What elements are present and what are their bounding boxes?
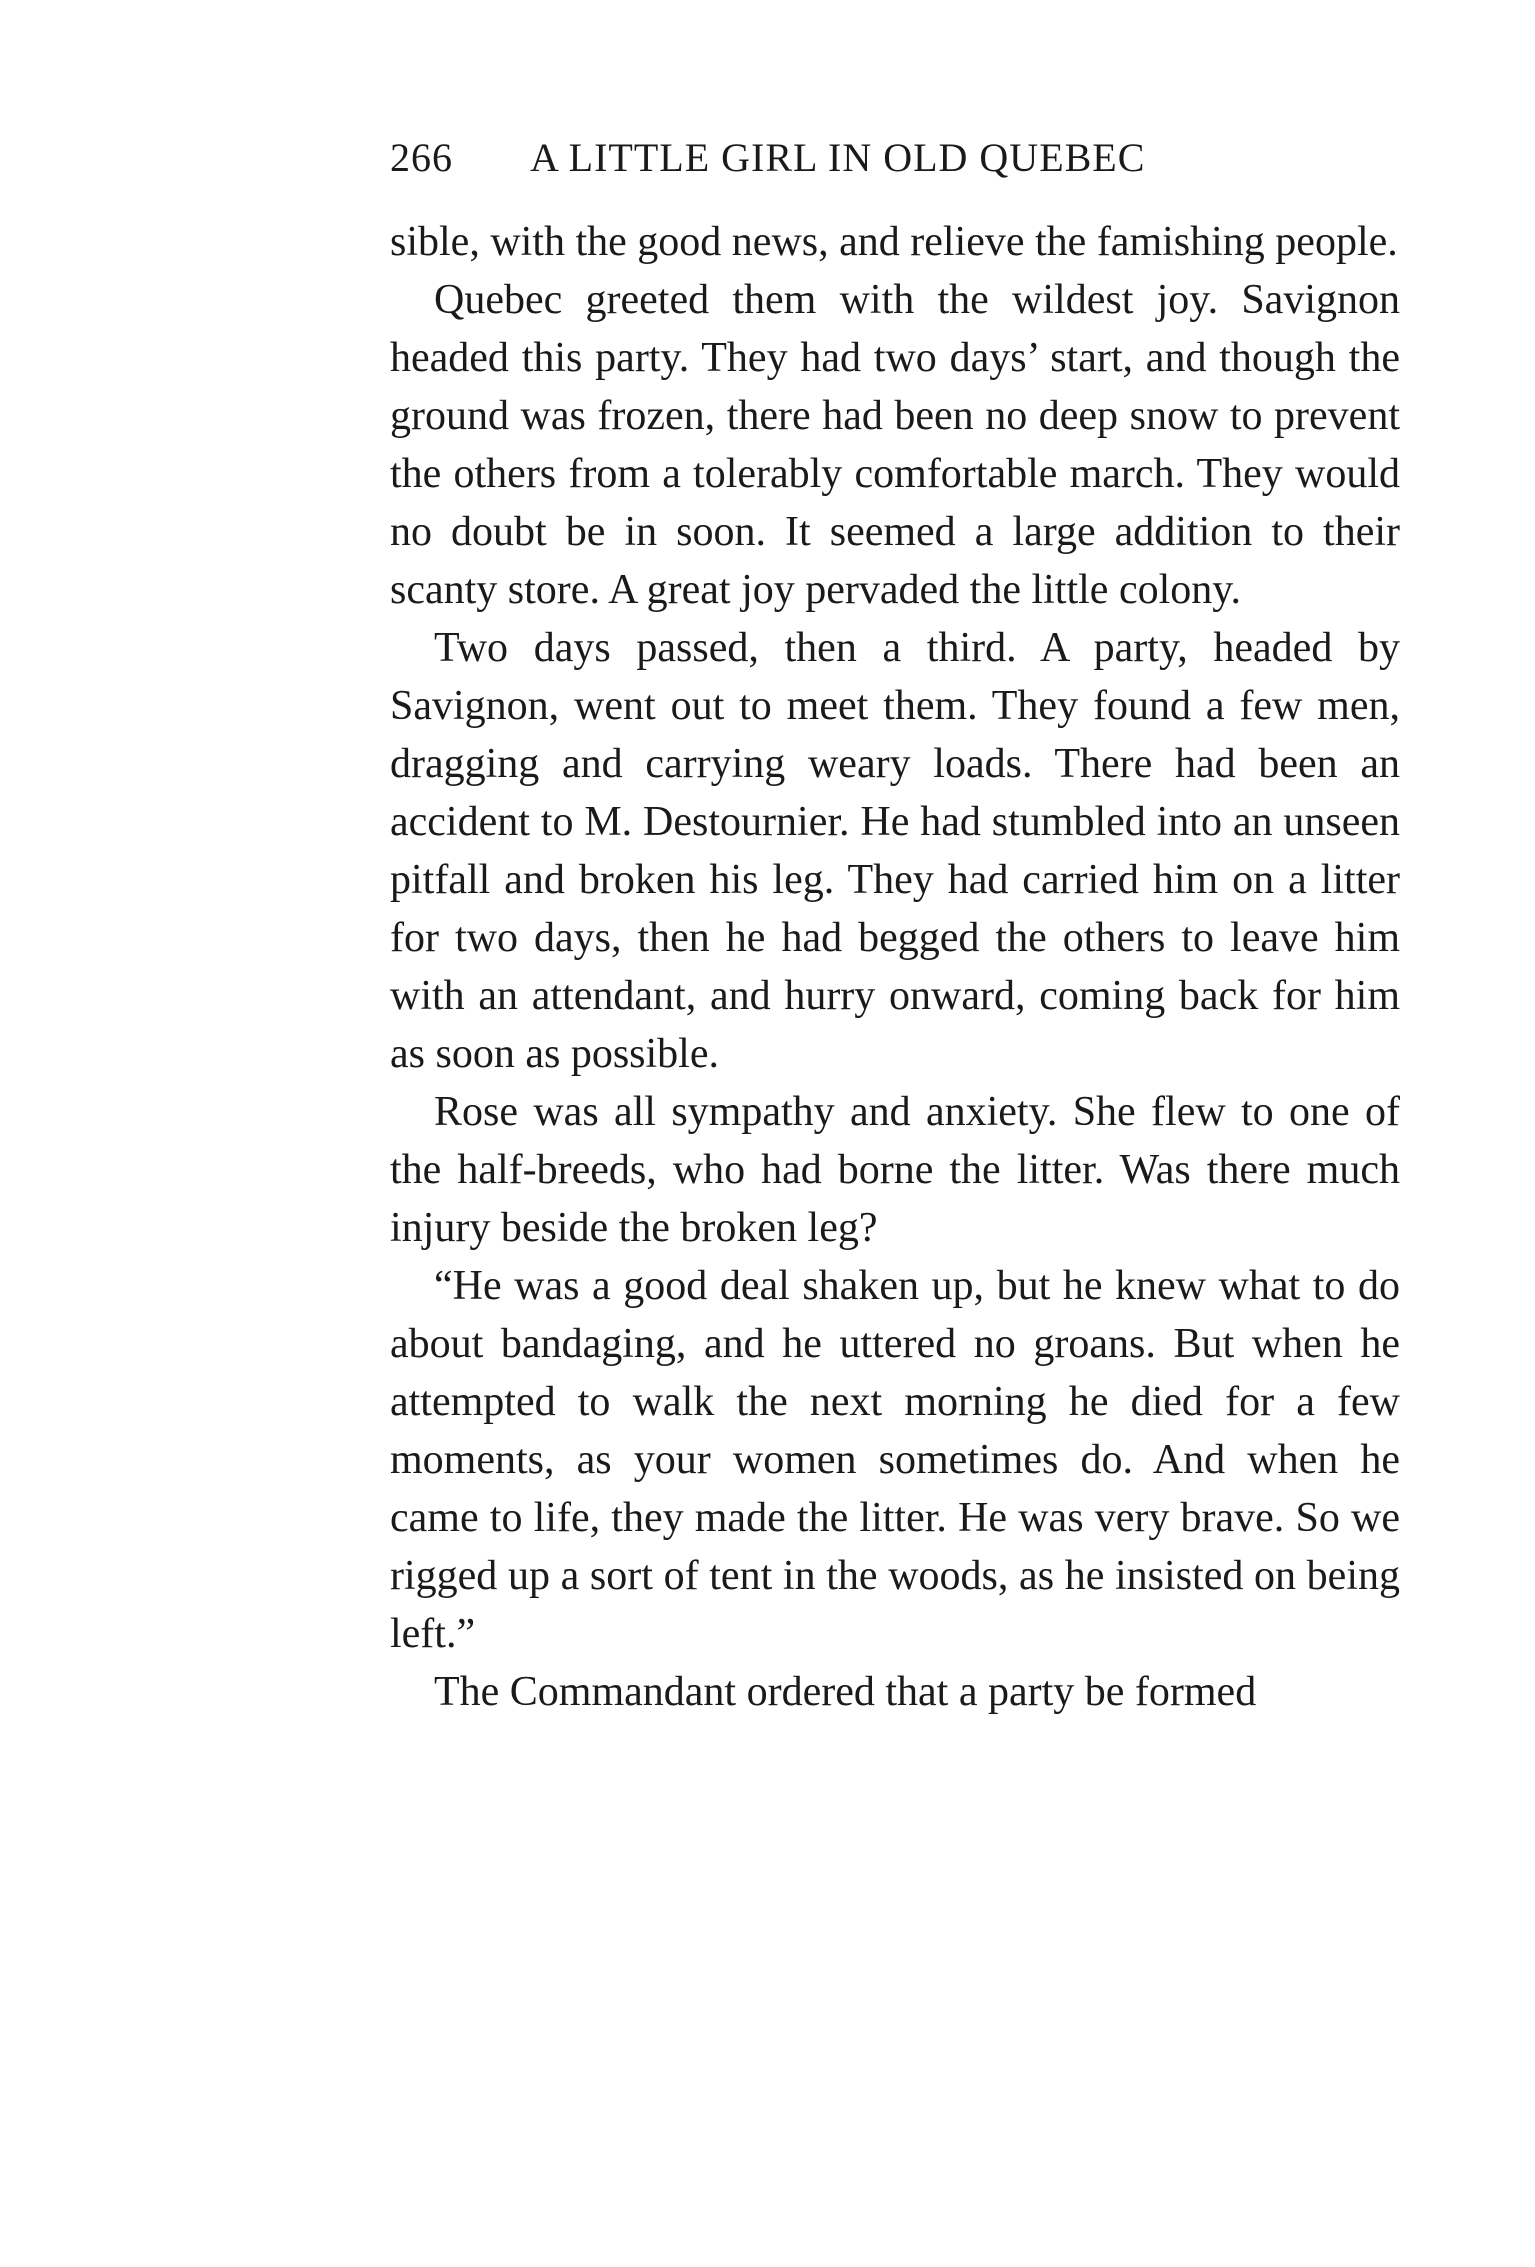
paragraph: “He was a good deal shaken up, but he knew what to do about bandaging, and he uttered no groans. But when he attempted to walk the next morning he died for a few moments, as your women sometimes do. And when he came to life, they made the litter. He was very brave. So we rigged up a sort of tent in the woods, as he insisted on being left.” <box>390 1263 1400 1657</box>
paragraph: The Commandant ordered that a party be formed <box>434 1669 1257 1715</box>
paragraph: Rose was all sympathy and anxiety. She flew to one of the half-breeds, who had borne the litter. Was there much injury beside the broken leg? <box>390 1089 1400 1251</box>
running-title: A LITTLE GIRL IN OLD QUEBEC <box>530 135 1146 180</box>
paragraph: Quebec greeted them with the wildest joy. Savignon headed this party. They had two days’ start, and though the ground was frozen, there had been no deep snow to prevent the others from a tolerably comfortable march. They would no doubt be in soon. It seemed a large addition to their scanty store. A great joy pervaded the little colony. <box>390 277 1400 613</box>
running-header <box>390 130 1400 186</box>
page-number: 266 <box>390 135 453 180</box>
paragraph: Two days passed, then a third. A party, headed by Savignon, went out to meet them. They found a few men, dragging and carrying weary loads. There had been an accident to M. Destournier. He had stumbled into an unseen pitfall and broken his leg. They had carried him on a litter for two days, then he had begged the others to leave him with an attendant, and hurry onward, coming back for him as soon as possible. <box>390 625 1400 1077</box>
body-text <box>390 213 1400 1721</box>
paragraph-continuation: sible, with the good news, and relieve the famishing people. <box>390 219 1398 265</box>
